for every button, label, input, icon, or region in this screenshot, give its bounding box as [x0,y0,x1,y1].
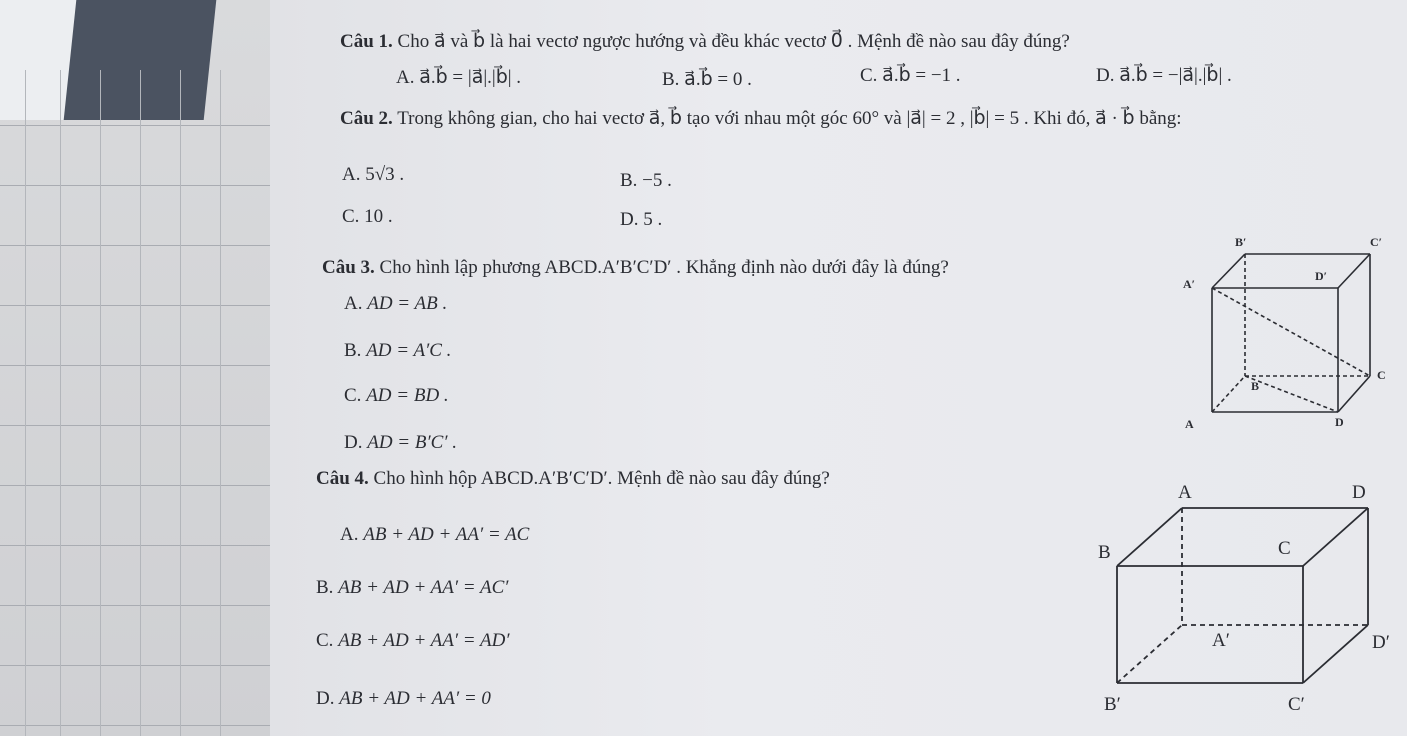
q2-option-a: A. 5√3 . [342,164,405,185]
q3-option-c-expr: AD = BD . [366,385,449,406]
q3-cube-figure [1175,232,1390,432]
q3-option-a [344,293,447,315]
q3-option-b-expr: AD = A′C . [366,340,452,361]
q4-option-a-expr: AB + AD + AA′ = AC [363,524,530,545]
q3-option-b-label: B. [344,340,362,361]
q1-title: Câu 1. [340,31,393,52]
q4-line [316,468,830,490]
q4-option-d-expr: AB + AD + AA′ = 0⃗ [339,688,506,709]
q3-option-d-label: D. [344,432,363,453]
q3-label-dp: D′ [1315,269,1328,283]
q2-line [340,107,1182,130]
q4-label-a: A [1178,482,1192,503]
q3-label-a: A [1185,417,1194,431]
q3-label-b: B [1251,379,1260,393]
q4-option-b-label: B. [316,577,334,598]
q4-option-a [340,524,529,546]
q2-option-d: D. 5 . [620,209,663,230]
q3-option-a-expr: AD = AB . [367,293,448,314]
q4-option-a-label: A. [340,524,359,545]
q4-label-c: C [1278,538,1291,559]
q4-option-d [316,688,506,710]
q1-option-b: B. a⃗.b⃗ = 0 . [662,69,752,90]
q4-option-c-expr: AB + AD + AA′ = AD′ [338,630,510,651]
q4-option-c-label: C. [316,630,334,651]
q4-option-b-expr: AB + AD + AA′ = AC′ [338,577,509,598]
q1-line [340,30,1070,53]
q4-stem: Cho hình hộp ABCD.A′B′C′D′. Mệnh đề nào sau đây đúng? [373,468,830,489]
q3-option-d-expr: AD = B′C′ . [367,432,457,453]
q1-stem: Cho a⃗ và b⃗ là hai vectơ ngược hướng và đều khác vectơ 0⃗ . Mệnh đề nào sau đây đúng? [397,31,1070,52]
q3-option-d [344,432,457,454]
notebook-edge [0,0,270,736]
q4-option-c [316,630,510,652]
q4-label-bp: B′ [1104,694,1121,715]
q3-option-b [344,340,451,362]
q3-line [322,257,949,279]
q3-option-c [344,385,449,407]
q2-option-b: B. −5 . [620,170,672,191]
q3-title: Câu 3. [322,257,375,278]
q3-label-d: D [1335,415,1344,429]
q2-option-c: C. 10 . [342,206,393,227]
q4-label-dp: D′ [1372,632,1390,653]
q4-option-d-label: D. [316,688,335,709]
q3-label-bp: B′ [1235,235,1247,249]
q1-option-a: A. a⃗.b⃗ = |a⃗|.|b⃗| . [396,67,522,88]
q3-label-ap: A′ [1183,277,1196,291]
q1-option-c: C. a⃗.b⃗ = −1 . [860,65,961,86]
q4-label-d: D [1352,482,1366,503]
q3-option-c-label: C. [344,385,362,406]
q4-label-cp: C′ [1288,694,1305,715]
q3-label-c: C [1377,368,1386,382]
q3-option-a-label: A. [344,293,363,314]
q4-box-figure [1090,478,1400,728]
q4-label-ap: A′ [1212,630,1230,651]
q4-title: Câu 4. [316,468,369,489]
q4-label-b: B [1098,542,1111,563]
q3-label-cp: C′ [1370,235,1383,249]
q2-title: Câu 2. [340,108,393,129]
q3-stem: Cho hình lập phương ABCD.A′B′C′D′ . Khẳng định nào dưới đây là đúng? [379,257,949,278]
q2-stem: Trong không gian, cho hai vectơ a⃗, b⃗ tạo với nhau một góc 60° và |a⃗| = 2 , |b⃗| = 5 . Khi đó, a⃗ · b⃗ bằng: [397,108,1182,129]
q1-option-d: D. a⃗.b⃗ = −|a⃗|.|b⃗| . [1096,65,1232,86]
q4-option-b [316,577,508,599]
